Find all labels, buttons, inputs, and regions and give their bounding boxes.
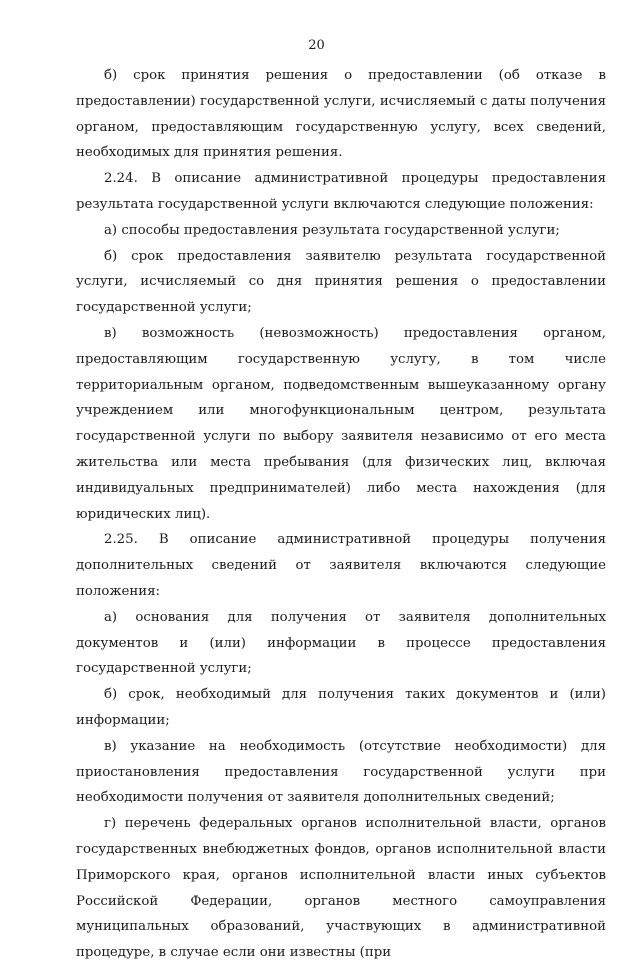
paragraph-2-24-heading: 2.24. В описание административной процедуры предоставления результата государственной услуги включаются следующие положения:	[76, 171, 606, 212]
paragraph-2-25-a: а) основания для получения от заявителя дополнительных документов и (или) информации в процессе предоставления государственной услуги;	[76, 609, 606, 677]
paragraph-2-25-b: б) срок, необходимый для получения таких документов и (или) информации;	[76, 687, 606, 728]
document-body	[76, 63, 606, 966]
paragraph-2-24-v: в) возможность (невозможность) предоставления органом, предоставляющим государственную услугу, в том числе территориальным органом, подведомственным вышеуказанному органу учреждением или многофункциональным центром, результата государственной услуги по выбору заявителя независимо от его места жительства или места пребывания (для физических лиц, включая индивидуальных предпринимателей) либо места нахождения (для юридических лиц).	[76, 325, 606, 522]
paragraph-2-24-a: а) способы предоставления результата государственной услуги;	[104, 222, 560, 238]
paragraph-2-25-v: в) указание на необходимость (отсутствие необходимости) для приостановления предоставления государственной услуги при необходимости получения от заявителя дополнительных сведений;	[76, 738, 606, 806]
paragraph-2-25-g: г) перечень федеральных органов исполнительной власти, органов государственных внебюджетных фондов, органов исполнительной власти Приморского края, органов исполнительной власти иных субъектов Российской Федерации, органов местного самоуправления муниципальных образований, участвующих в административной процедуре, в случае если они известны (при	[76, 816, 606, 961]
page-number: 20	[308, 38, 325, 53]
paragraph-2-25-heading: 2.25. В описание административной процедуры получения дополнительных сведений от заявителя включаются следующие положения:	[76, 532, 606, 599]
paragraph-2-24-b: б) срок предоставления заявителю результата государственной услуги, исчисляемый со дня принятия решения о предоставлении государственной услуги;	[76, 248, 606, 316]
paragraph-decision-deadline: б) срок принятия решения о предоставлении (об отказе в предоставлении) государственной услуги, исчисляемый с даты получения органом, предоставляющим государственную услугу, всех сведений, необходимых для принятия решения.	[76, 68, 606, 161]
